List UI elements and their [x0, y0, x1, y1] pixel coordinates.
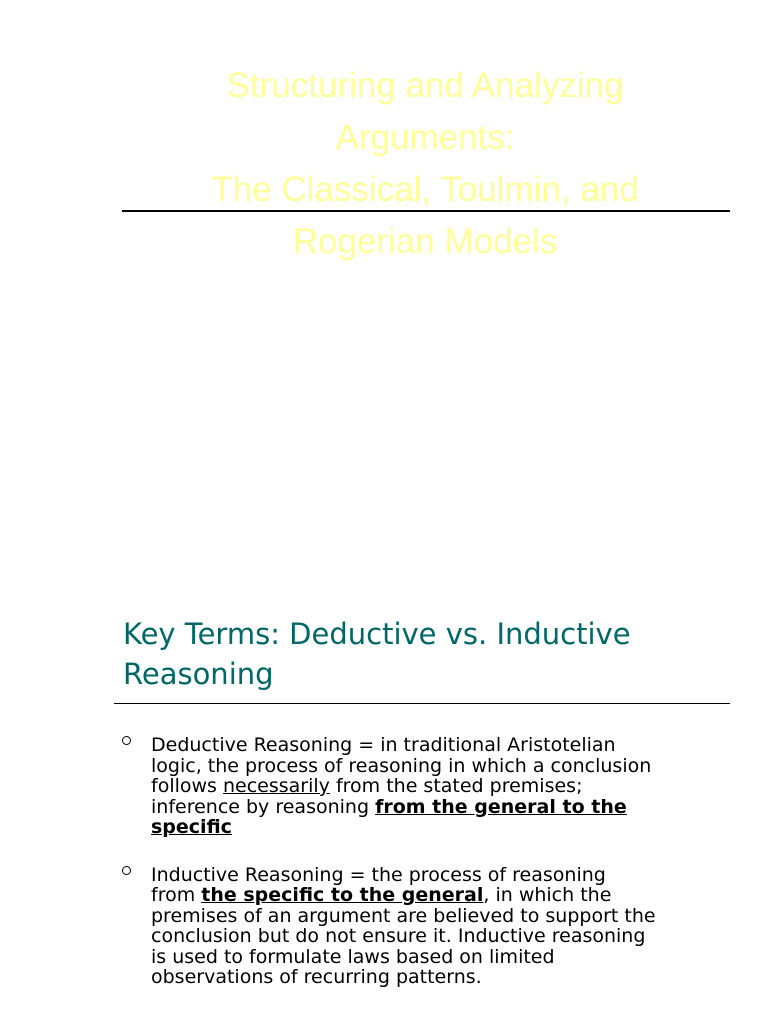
bullet-text: premises of an argument are believed to support the: [151, 904, 656, 927]
bullet-text: Inductive Reasoning = the process of reasoning: [151, 863, 606, 886]
inductive-reasoning-bullet: [118, 865, 728, 988]
bullet-text: , in which the: [483, 884, 612, 906]
key-terms-list: [118, 735, 728, 988]
slide-2-divider: [114, 703, 730, 704]
bullet-text: from the stated premises;: [329, 775, 583, 797]
bullet-text: from: [151, 884, 202, 906]
hollow-circle-bullet-icon: [122, 866, 131, 875]
bullet-text: observations of recurring patterns.: [151, 966, 482, 988]
emphasis-general-to-specific: specific: [151, 816, 232, 838]
emphasis-general-to-specific: from the general to the: [375, 795, 627, 818]
slide-1-title-line: Arguments:: [335, 118, 515, 157]
slide-2-title-line: Reasoning: [123, 657, 274, 691]
deductive-reasoning-bullet: [118, 735, 728, 838]
bullet-text: Deductive Reasoning = in traditional Aristotelian: [151, 734, 616, 756]
bullet-text: conclusion but do not ensure it. Inductive reasoning: [151, 925, 646, 947]
bullet-text: follows: [151, 775, 223, 797]
emphasis-specific-to-general: the specific to the general: [201, 884, 484, 906]
slide-2-title-line: Key Terms: Deductive vs. Inductive: [123, 617, 631, 651]
hollow-circle-bullet-icon: [122, 736, 131, 745]
bullet-text: inference by reasoning: [151, 795, 376, 818]
underlined-term-necessarily: necessarily: [222, 775, 330, 797]
slide-1-title-line: Rogerian Models: [292, 222, 558, 261]
slide-1-title-line: Structuring and Analyzing: [226, 66, 624, 105]
bullet-text: is used to formulate laws based on limited: [151, 945, 555, 968]
slide-1-divider: [122, 210, 730, 212]
slide-1-title: [120, 60, 730, 268]
slide-1-title-line: The Classical, Toulmin, and: [211, 170, 639, 209]
bullet-text: logic, the process of reasoning in which a conclusion: [151, 754, 652, 777]
slide-2-title: [123, 614, 733, 694]
